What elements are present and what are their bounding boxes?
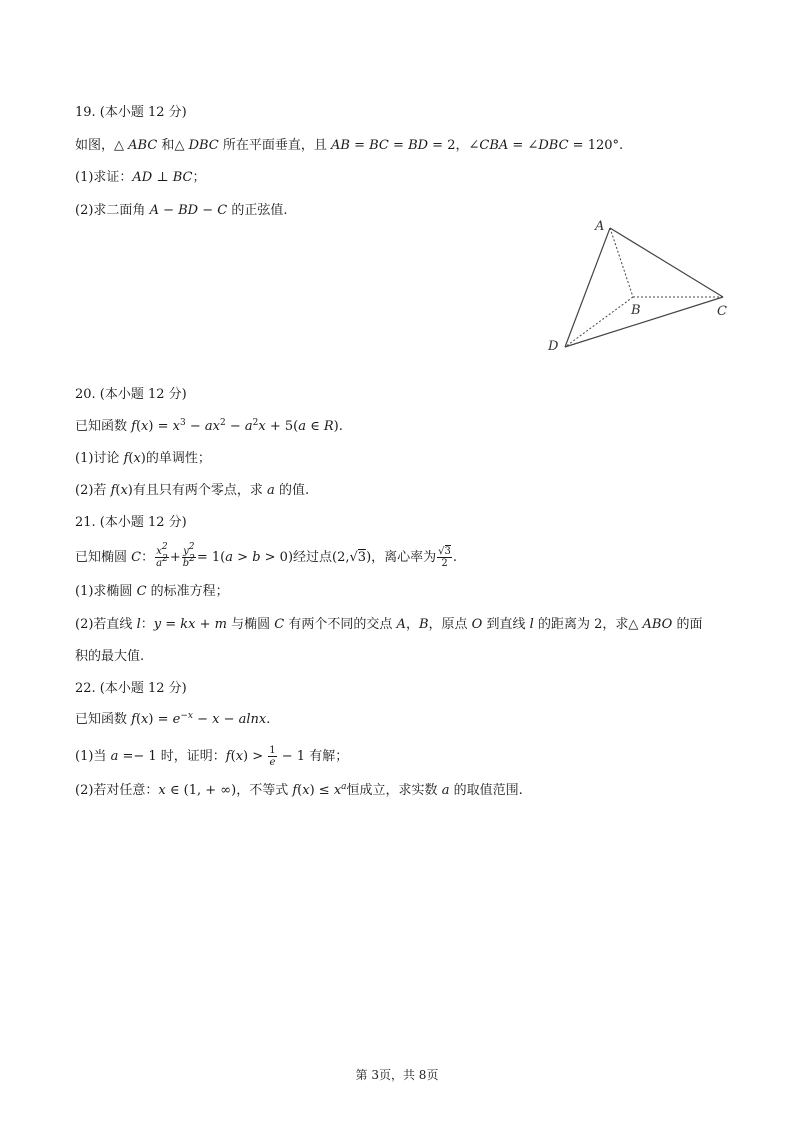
- problem-21-intro: 已知椭圆 C： $\frac{x^2}{a^2}$ + $\frac{y^2}{b^2}$ = 1(a > b > 0)经过点(2,√3)，离心率为 $\frac{√3}{2}$ .: [75, 542, 458, 569]
- problem-22-intro: 已知函数 $f(x) = e^{-x} - x - alnx$.: [75, 711, 271, 727]
- problem-22-part1: (1)当 a =− 1 时，证明：f(x) > $\frac{1}{e}$ − 1 有解；: [75, 745, 349, 768]
- text: ，不等式: [236, 783, 289, 798]
- problem-21-part1: (1)求椭圆 C 的标准方程；: [75, 584, 229, 599]
- text: (1)求证：: [75, 170, 133, 185]
- label-b: B: [631, 303, 641, 318]
- label-a: A: [595, 219, 605, 234]
- problem-20-part1: (1)讨论 f(x)的单调性；: [75, 451, 211, 466]
- text: 与椭圆: [231, 617, 271, 632]
- text: 的面: [676, 617, 703, 632]
- text: ，原点: [428, 617, 468, 632]
- problem-20-intro: 已知函数 $f(x) = x^3 - ax^2 - a^2x + 5(a$ ∈ R).: [75, 418, 343, 434]
- text: ；: [192, 170, 206, 185]
- text: 已知椭圆: [75, 550, 128, 565]
- problem-21-part2: (2)若直线 l：y = kx + m 与椭圆 C 有两个不同的交点 A，B，原点 O 到直线 l 的距离为 2，求△ ABO 的面: [75, 617, 703, 632]
- text: 所在平面垂直，且: [222, 138, 327, 153]
- problem-22-part2: (2)若对任意：x ∈ (1, + ∞)，不等式 $f(x) \le x^a$恒成立，求实数 a 的取值范围.: [75, 782, 523, 798]
- text: 如图，: [75, 138, 115, 153]
- text: ，: [455, 138, 469, 153]
- text: (1)当: [75, 749, 107, 764]
- text: (2)若直线: [75, 617, 133, 632]
- text: 恒成立，求实数: [346, 783, 438, 798]
- text: 的值.: [278, 483, 310, 498]
- problem-19-part1: (1)求证：AD ⊥ BC；: [75, 170, 206, 185]
- text: 已知函数: [75, 712, 128, 727]
- text: 的正弦值.: [231, 203, 288, 218]
- text: 的距离为 2，求: [537, 617, 629, 632]
- text: 到直线: [486, 617, 526, 632]
- problem-21-header: 21. (本小题 12 分): [75, 515, 187, 530]
- text: (1)讨论: [75, 451, 120, 466]
- text: (2)求二面角: [75, 203, 146, 218]
- problem-21-part2-cont: 积的最大值.: [75, 649, 145, 664]
- edge-bd-hidden: [565, 297, 633, 347]
- page-footer: 第 3页，共 8页: [355, 1068, 439, 1082]
- text: (2)若: [75, 483, 107, 498]
- text: (1)求椭圆: [75, 584, 133, 599]
- text: 的单调性；: [145, 451, 211, 466]
- text: 有两个不同的交点: [288, 617, 393, 632]
- text: (2)若对任意：: [75, 783, 159, 798]
- text: 的取值范围.: [453, 783, 523, 798]
- text: 有且只有两个零点，求: [132, 483, 263, 498]
- problem-20-header: 20. (本小题 12 分): [75, 387, 187, 402]
- text: 的标准方程；: [150, 584, 229, 599]
- edge-dc: [565, 297, 723, 347]
- text: 时，证明：: [160, 749, 226, 764]
- problem-19-intro: 如图，△ ABC 和△ DBC 所在平面垂直，且 AB = BC = BD = 2，∠CBA = ∠DBC = 120°.: [75, 138, 624, 153]
- label-d: D: [548, 339, 559, 354]
- text: ，离心率为: [371, 550, 437, 565]
- problem-20-part2: (2)若 f(x)有且只有两个零点，求 a 的值.: [75, 483, 310, 498]
- edge-ab-hidden: [610, 228, 633, 297]
- text: 已知函数: [75, 419, 128, 434]
- problem-19-header: 19. (本小题 12 分): [75, 105, 187, 120]
- edge-ac: [610, 228, 723, 297]
- tetrahedron-figure: [540, 212, 740, 357]
- problem-22-header: 22. (本小题 12 分): [75, 681, 187, 696]
- text: 经过点: [293, 550, 333, 565]
- text: 有解；: [309, 749, 349, 764]
- label-c: C: [717, 304, 727, 319]
- edge-ad: [565, 228, 610, 347]
- text: 和: [161, 138, 175, 153]
- problem-19-part2: (2)求二面角 A − BD − C 的正弦值.: [75, 203, 288, 218]
